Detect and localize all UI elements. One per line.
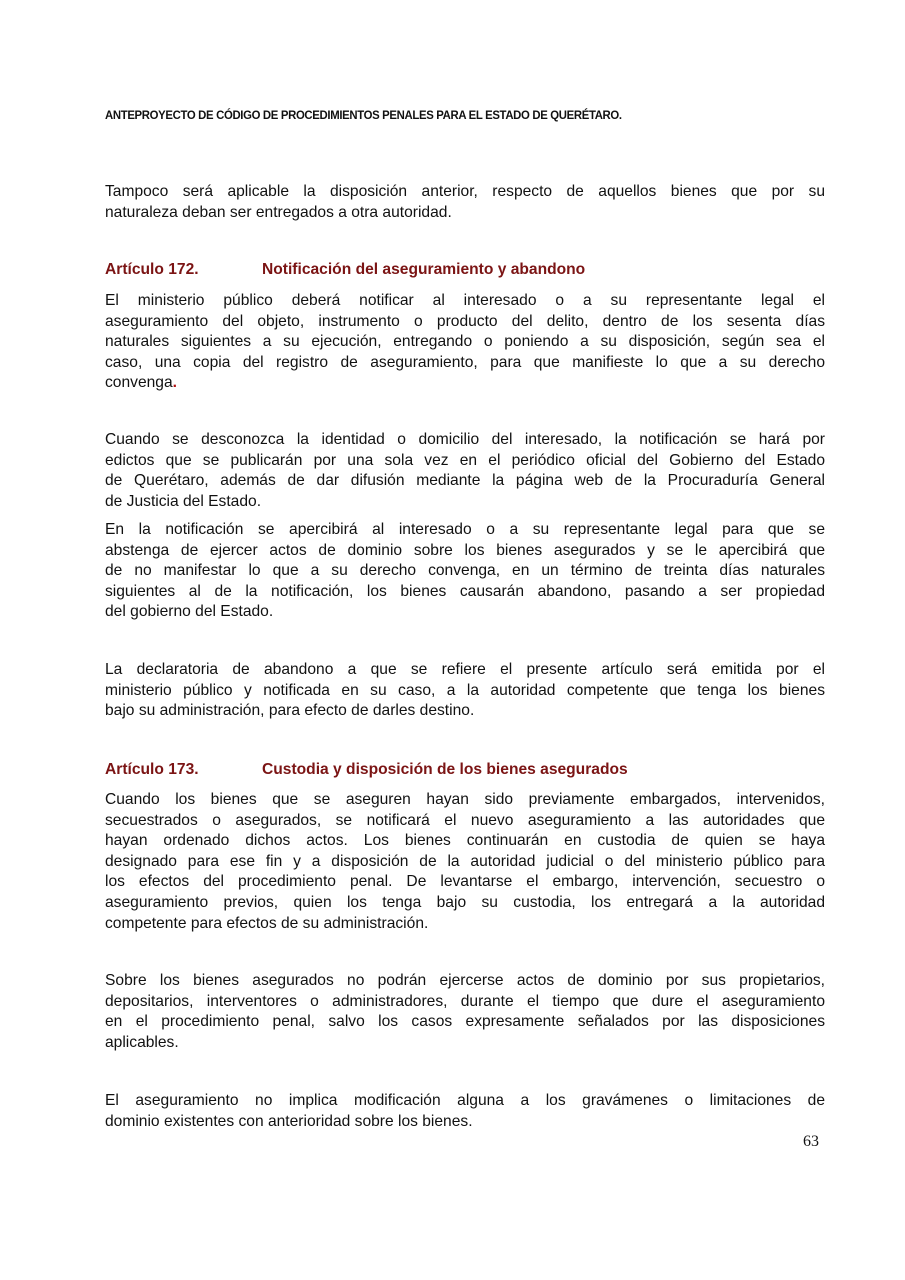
text-line: [105, 1012, 825, 1033]
text-line: [105, 701, 825, 722]
text-line-content: El ministerio público deberá notificar al interesado o a su representante legal el: [105, 292, 825, 309]
text-line: [105, 914, 825, 935]
text-line-content: caso, una copia del registro de aseguramiento, para que manifieste lo que a su derecho: [105, 353, 825, 371]
paragraph: [105, 430, 825, 512]
text-line: [105, 790, 825, 811]
text-line-content: dominio existentes con anterioridad sobre los bienes.: [105, 1112, 473, 1130]
page-number: 63: [803, 1133, 819, 1150]
text-line-content: aseguramiento del objeto, instrumento o producto del delito, dentro de los sesenta días: [105, 312, 825, 330]
text-line-content: competente para efectos de su administración.: [105, 914, 429, 932]
text-line-content: convenga: [105, 374, 173, 392]
text-line: [105, 893, 825, 914]
text-line-content: secuestrados o asegurados, se notificará el nuevo aseguramiento a las autoridades que: [105, 811, 825, 829]
highlighted-period: .: [172, 374, 177, 392]
text-line: [105, 602, 825, 623]
text-line: [105, 492, 825, 513]
text-line-content: naturales siguientes a su ejecución, entregando o poniendo a su disposición, según sea el: [105, 333, 825, 351]
article-title: Notificación del aseguramiento y abandono: [262, 261, 586, 278]
text-line-content: los efectos del procedimiento penal. De levantarse el embargo, intervención, secuestro o: [105, 873, 825, 891]
text-line-content: ministerio público y notificada en su caso, a la autoridad competente que tenga los bienes: [105, 681, 825, 699]
article-173-heading: [105, 761, 628, 779]
text-line-content: La declaratoria de abandono a que se refiere el presente artículo será emitida por el: [105, 661, 825, 678]
text-line: [105, 681, 825, 702]
text-line-content: edictos que se publicarán por una sola vez en el periódico oficial del Gobierno del Estado: [105, 451, 825, 469]
paragraph: [105, 971, 825, 1053]
paragraph: [105, 520, 825, 623]
text-line-content: El aseguramiento no implica modificación alguna a los gravámenes o limitaciones de: [105, 1092, 825, 1109]
article-number: Artículo 173.: [105, 761, 199, 778]
text-line: [105, 430, 825, 451]
text-line-content: depositarios, interventores o administradores, durante el tiempo que dure el aseguramiento: [105, 992, 825, 1010]
article-title: Custodia y disposición de los bienes asegurados: [262, 761, 628, 778]
text-line-content: designado para ese fin y a disposición de la autoridad judicial o del ministerio público para: [105, 852, 825, 870]
text-line: [105, 852, 825, 873]
text-line-content: siguientes al de la notificación, los bienes causarán abandono, pasando a ser propiedad: [105, 582, 825, 600]
paragraph: [105, 660, 825, 722]
text-line: [105, 971, 825, 992]
text-line: [105, 471, 825, 492]
text-line-content: naturaleza deban ser entregados a otra autoridad.: [105, 203, 452, 221]
text-line: [105, 831, 825, 852]
text-line-content: Sobre los bienes asegurados no podrán ejercerse actos de dominio por sus propietarios,: [105, 972, 825, 989]
text-line-content: aplicables.: [105, 1033, 179, 1051]
paragraph: [105, 182, 825, 223]
text-line: [105, 520, 825, 541]
text-line: [105, 1091, 825, 1112]
text-line: [105, 541, 825, 562]
text-line: [105, 203, 825, 224]
text-line: [105, 451, 825, 472]
paragraph: [105, 790, 825, 934]
text-line-content: Tampoco será aplicable la disposición anterior, respecto de aquellos bienes que por su: [105, 183, 825, 200]
text-line-content: de Querétaro, además de dar difusión mediante la página web de la Procuraduría General: [105, 472, 825, 490]
text-line: [105, 373, 825, 394]
text-line-content: Cuando los bienes que se aseguren hayan sido previamente embargados, intervenidos,: [105, 791, 825, 808]
text-line: [105, 582, 825, 603]
text-line-content: En la notificación se apercibirá al interesado o a su representante legal para que se: [105, 521, 825, 538]
text-line-content: de Justicia del Estado.: [105, 492, 262, 510]
text-line: [105, 312, 825, 333]
text-line-content: del gobierno del Estado.: [105, 603, 274, 621]
document-header: ANTEPROYECTO DE CÓDIGO DE PROCEDIMIENTOS PENALES PARA EL ESTADO DE QUERÉTARO.: [105, 108, 622, 122]
text-line: [105, 872, 825, 893]
text-line: [105, 660, 825, 681]
text-line-content: Cuando se desconozca la identidad o domicilio del interesado, la notificación se hará por: [105, 431, 825, 448]
text-line-content: bajo su administración, para efecto de darles destino.: [105, 702, 475, 720]
text-line: [105, 811, 825, 832]
text-line: [105, 353, 825, 374]
text-line: [105, 1112, 825, 1133]
text-line: [105, 291, 825, 312]
text-line-content: hayan ordenado dichos actos. Los bienes continuarán en custodia de quien se haya: [105, 832, 825, 850]
text-line-content: abstenga de ejercer actos de dominio sobre los bienes asegurados y se le apercibirá que: [105, 541, 825, 559]
text-line: [105, 1033, 825, 1054]
article-number: Artículo 172.: [105, 261, 199, 278]
paragraph: [105, 291, 825, 394]
paragraph: [105, 1091, 825, 1132]
text-line: [105, 992, 825, 1013]
text-line-content: de no manifestar lo que a su derecho convenga, en un término de treinta días naturales: [105, 562, 825, 580]
text-line: [105, 561, 825, 582]
text-line: [105, 332, 825, 353]
text-line-content: aseguramiento previos, quien los tenga bajo su custodia, los entregará a la autoridad: [105, 893, 825, 911]
text-line: [105, 182, 825, 203]
article-172-heading: [105, 261, 585, 279]
text-line-content: en el procedimiento penal, salvo los casos expresamente señalados por las disposiciones: [105, 1013, 825, 1031]
